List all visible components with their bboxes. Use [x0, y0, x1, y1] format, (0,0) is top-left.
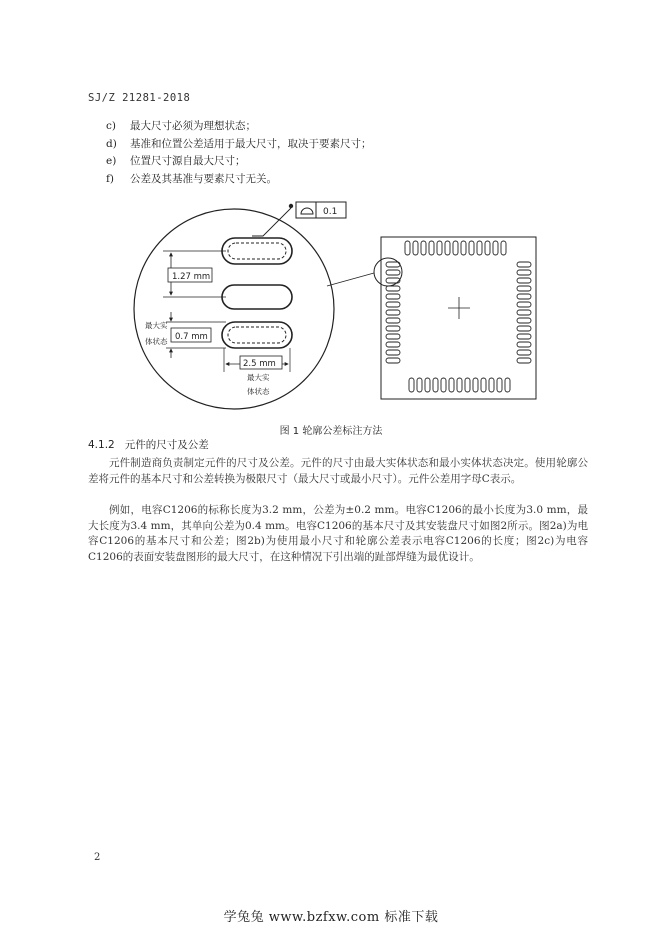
section-heading	[88, 437, 209, 452]
figure-caption: 图 1 轮廓公差标注方法	[279, 426, 383, 437]
paragraph: 例如，电容C1206的标称长度为3.2 mm，公差为±0.2 mm。电容C1206的最小长度为3.0 mm，最大长度为3.4 mm，其单向公差为0.4 mm。电容C1206的基本尺寸及其安装盘尺寸如图2所示。图2a)为电容C1206的基本尺寸和公差；图2b)为使用最小尺寸和轮廓公差表示电容C1206的长度；图2c)为电容C1206的表面安装盘图形的最大尺寸，在这种情况下引出端的趾部焊缝为最优设计。	[88, 504, 588, 563]
max-material-label: 最大实	[247, 373, 270, 382]
pad-outlines	[222, 238, 292, 348]
list-text: 基准和位置公差适用于最大尺寸，取决于要素尺寸；	[130, 138, 372, 150]
package-footprint	[381, 237, 536, 399]
list-text: 位置尺寸源自最大尺寸；	[130, 155, 246, 167]
width-dimension	[145, 312, 226, 358]
max-material-label: 体状态	[145, 337, 168, 346]
width-value: 0.7 mm	[175, 332, 208, 342]
list-text: 公差及其基准与要素尺寸无关。	[130, 173, 277, 185]
footer-watermark: 学兔兔 www.bzfxw.com 标准下载	[223, 910, 439, 925]
max-material-label: 最大实	[145, 321, 168, 330]
tolerance-value: 0.1	[323, 207, 338, 217]
max-material-label: 体状态	[247, 387, 270, 396]
pitch-dimension	[163, 251, 226, 297]
list-marker: f)	[106, 173, 114, 185]
list-marker: e)	[106, 155, 117, 167]
paragraph: 元件制造商负责制定元件的尺寸及公差。元件的尺寸由最大实体状态和最小实体状态决定。使用轮廓公差将元件的基本尺寸和公差转换为极限尺寸（最大尺寸或最小尺寸）。元件公差用字母C表示。	[88, 457, 588, 485]
length-dimension	[224, 348, 290, 396]
tolerance-frame	[289, 202, 346, 218]
magnify-connector	[327, 273, 374, 286]
section-title: 元件的尺寸及公差	[124, 439, 209, 451]
list-text: 最大尺寸必须为理想状态；	[130, 120, 256, 132]
pitch-value: 1.27 mm	[172, 272, 211, 282]
page-number: 2	[94, 852, 101, 863]
list-marker: d)	[106, 138, 117, 150]
section-number: 4.1.2	[88, 439, 115, 451]
list-marker: c)	[106, 120, 116, 132]
document-code: SJ/Z 21281-2018	[88, 92, 191, 104]
length-value: 2.5 mm	[243, 359, 276, 369]
